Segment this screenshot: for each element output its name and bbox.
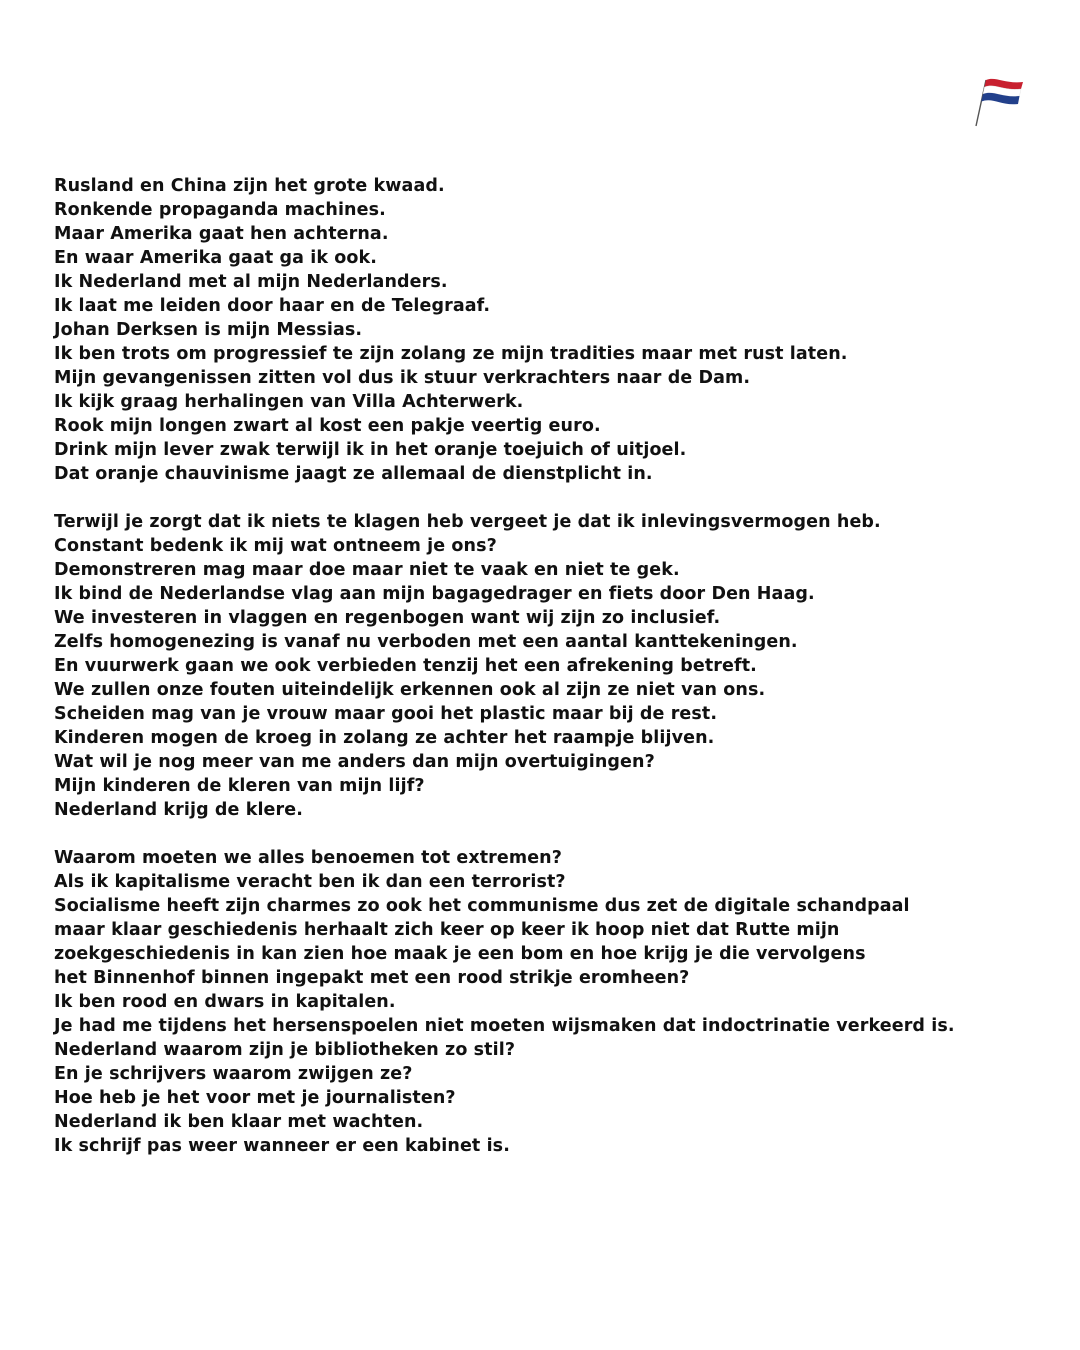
poem-line: En waar Amerika gaat ga ik ook.	[54, 248, 378, 268]
poem-line: Je had me tijdens het hersenspoelen niet moeten wijsmaken dat indoctrinatie verkeerd is.	[54, 1016, 955, 1036]
poem-line: Maar Amerika gaat hen achterna.	[54, 224, 389, 244]
poem-line: Mijn gevangenissen zitten vol dus ik stuur verkrachters naar de Dam.	[54, 368, 751, 388]
poem-line: Ik bind de Nederlandse vlag aan mijn bagagedrager en fiets door Den Haag.	[54, 584, 815, 604]
poem-line: zoekgeschiedenis in kan zien hoe maak je een bom en hoe krijg je die vervolgens	[54, 944, 866, 964]
poem-line: Zelfs homogenezing is vanaf nu verboden met een aantal kanttekeningen.	[54, 632, 798, 652]
poem-line: Drink mijn lever zwak terwijl ik in het oranje toejuich of uitjoel.	[54, 440, 687, 460]
poem-line: Dat oranje chauvinisme jaagt ze allemaal de dienstplicht in.	[54, 464, 653, 484]
poem-line: Ik Nederland met al mijn Nederlanders.	[54, 272, 448, 292]
poem-line: Nederland krijg de klere.	[54, 800, 303, 820]
stanza-1	[54, 174, 1064, 486]
poem-line: Nederland ik ben klaar met wachten.	[54, 1112, 424, 1132]
stanza-2	[54, 510, 1064, 822]
poem-line: Kinderen mogen de kroeg in zolang ze achter het raampje blijven.	[54, 728, 715, 748]
poem	[54, 174, 1064, 1182]
poem-line: Rusland en China zijn het grote kwaad.	[54, 176, 445, 196]
poem-line: We investeren in vlaggen en regenbogen want wij zijn zo inclusief.	[54, 608, 721, 628]
poem-line: En je schrijvers waarom zwijgen ze?	[54, 1064, 413, 1084]
poem-line: het Binnenhof binnen ingepakt met een rood strikje eromheen?	[54, 968, 690, 988]
poem-line: Als ik kapitalisme veracht ben ik dan een terrorist?	[54, 872, 566, 892]
poem-line: Constant bedenk ik mij wat ontneem je ons?	[54, 536, 497, 556]
poem-line: Wat wil je nog meer van me anders dan mijn overtuigingen?	[54, 752, 655, 772]
poem-line: Ik ben trots om progressief te zijn zolang ze mijn tradities maar met rust laten.	[54, 344, 848, 364]
poem-line: Hoe heb je het voor met je journalisten?	[54, 1088, 456, 1108]
poem-line: Nederland waarom zijn je bibliotheken zo stil?	[54, 1040, 516, 1060]
poem-line: We zullen onze fouten uiteindelijk erkennen ook al zijn ze niet van ons.	[54, 680, 766, 700]
poem-line: Ronkende propaganda machines.	[54, 200, 386, 220]
poem-line: Johan Derksen is mijn Messias.	[54, 320, 363, 340]
poem-line: Socialisme heeft zijn charmes zo ook het communisme dus zet de digitale schandpaal	[54, 896, 910, 916]
poem-line: maar klaar geschiedenis herhaalt zich keer op keer ik hoop niet dat Rutte mijn	[54, 920, 840, 940]
poem-line: Ik laat me leiden door haar en de Telegraaf.	[54, 296, 491, 316]
poem-line: Terwijl je zorgt dat ik niets te klagen heb vergeet je dat ik inlevingsvermogen heb.	[54, 512, 881, 532]
poem-line: En vuurwerk gaan we ook verbieden tenzij het een afrekening betreft.	[54, 656, 757, 676]
poem-line: Waarom moeten we alles benoemen tot extremen?	[54, 848, 562, 868]
poem-line: Ik ben rood en dwars in kapitalen.	[54, 992, 396, 1012]
poem-line: Rook mijn longen zwart al kost een pakje veertig euro.	[54, 416, 601, 436]
stanza-3	[54, 846, 1064, 1158]
dutch-flag-icon	[970, 74, 1028, 128]
poem-line: Scheiden mag van je vrouw maar gooi het plastic maar bij de rest.	[54, 704, 718, 724]
poem-line: Mijn kinderen de kleren van mijn lijf?	[54, 776, 425, 796]
poem-line: Ik kijk graag herhalingen van Villa Achterwerk.	[54, 392, 524, 412]
poem-line: Ik schrijf pas weer wanneer er een kabinet is.	[54, 1136, 510, 1156]
poem-line: Demonstreren mag maar doe maar niet te vaak en niet te gek.	[54, 560, 680, 580]
